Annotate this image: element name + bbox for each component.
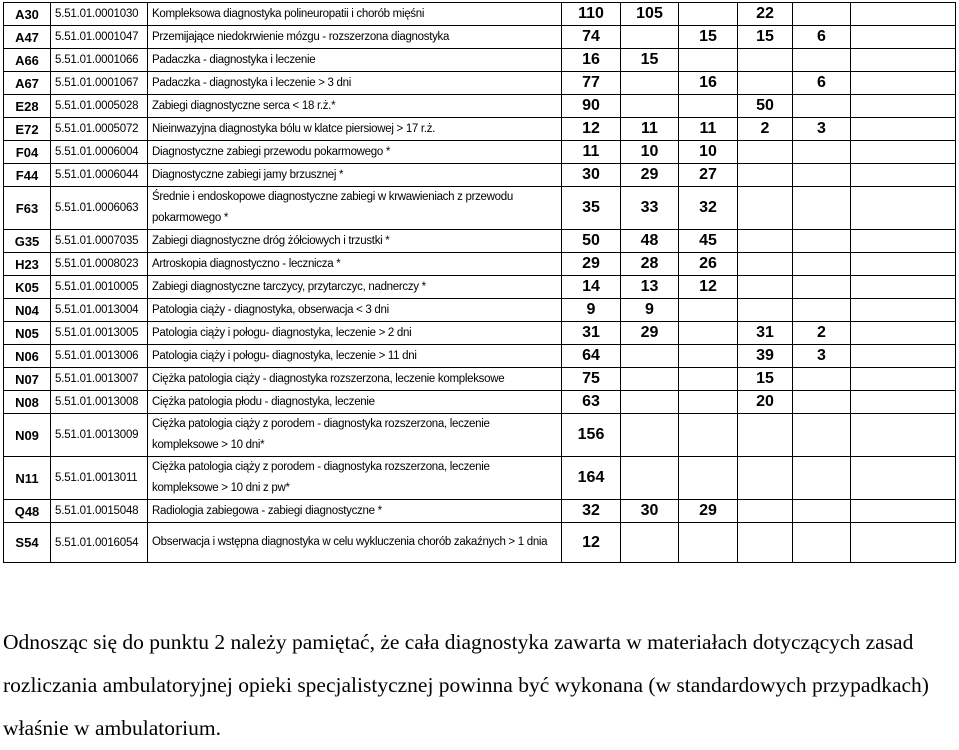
row-value-6 — [851, 49, 956, 72]
row-name: Patologia ciąży i połogu- diagnostyka, leczenie > 11 dni — [148, 345, 562, 368]
row-value-4 — [738, 187, 793, 230]
row-value-2: 10 — [621, 141, 679, 164]
row-nfz-code: 5.51.01.0013007 — [51, 368, 148, 391]
row-value-3 — [679, 322, 738, 345]
row-value-5 — [793, 391, 851, 414]
row-nfz-code: 5.51.01.0007035 — [51, 230, 148, 253]
row-value-4 — [738, 49, 793, 72]
row-value-6 — [851, 391, 956, 414]
row-code: A66 — [4, 49, 51, 72]
row-value-5: 6 — [793, 26, 851, 49]
row-value-5 — [793, 49, 851, 72]
row-value-6 — [851, 457, 956, 500]
row-value-2: 15 — [621, 49, 679, 72]
row-value-1: 32 — [562, 500, 621, 523]
row-name: Radiologia zabiegowa - zabiegi diagnostyczne * — [148, 500, 562, 523]
table-row — [4, 3, 956, 26]
row-value-3 — [679, 523, 738, 563]
row-code: F63 — [4, 187, 51, 230]
row-value-4 — [738, 253, 793, 276]
row-nfz-code: 5.51.01.0008023 — [51, 253, 148, 276]
diagnostics-table — [3, 2, 956, 563]
table-row — [4, 187, 956, 230]
row-name: Artroskopia diagnostyczno - lecznicza * — [148, 253, 562, 276]
row-value-4: 2 — [738, 118, 793, 141]
row-value-6 — [851, 230, 956, 253]
row-value-2: 9 — [621, 299, 679, 322]
row-nfz-code: 5.51.01.0013004 — [51, 299, 148, 322]
row-code: N08 — [4, 391, 51, 414]
row-name: Kompleksowa diagnostyka polineuropatii i chorób mięśni — [148, 3, 562, 26]
row-value-2: 29 — [621, 322, 679, 345]
row-value-2 — [621, 368, 679, 391]
row-value-3 — [679, 345, 738, 368]
row-value-5 — [793, 95, 851, 118]
row-value-6 — [851, 26, 956, 49]
row-value-1: 77 — [562, 72, 621, 95]
row-nfz-code: 5.51.01.0006004 — [51, 141, 148, 164]
row-value-3: 10 — [679, 141, 738, 164]
row-value-5 — [793, 253, 851, 276]
row-value-2 — [621, 72, 679, 95]
row-value-6 — [851, 322, 956, 345]
row-value-2 — [621, 26, 679, 49]
row-nfz-code: 5.51.01.0006044 — [51, 164, 148, 187]
row-value-3 — [679, 3, 738, 26]
row-value-2 — [621, 345, 679, 368]
row-value-3 — [679, 457, 738, 500]
row-value-5 — [793, 3, 851, 26]
row-nfz-code: 5.51.01.0013008 — [51, 391, 148, 414]
row-code: N06 — [4, 345, 51, 368]
row-value-1: 12 — [562, 118, 621, 141]
row-name: Obserwacja i wstępna diagnostyka w celu wykluczenia chorób zakaźnych > 1 dnia — [148, 523, 562, 563]
row-value-4: 15 — [738, 26, 793, 49]
row-value-6 — [851, 414, 956, 457]
row-value-2 — [621, 95, 679, 118]
row-value-5 — [793, 457, 851, 500]
row-value-5 — [793, 523, 851, 563]
table-row — [4, 26, 956, 49]
row-value-5 — [793, 141, 851, 164]
row-value-4 — [738, 72, 793, 95]
row-value-3: 12 — [679, 276, 738, 299]
row-nfz-code: 5.51.01.0013005 — [51, 322, 148, 345]
row-nfz-code: 5.51.01.0001066 — [51, 49, 148, 72]
table-row — [4, 345, 956, 368]
row-value-1: 29 — [562, 253, 621, 276]
row-value-3: 27 — [679, 164, 738, 187]
row-value-1: 90 — [562, 95, 621, 118]
row-value-3: 15 — [679, 26, 738, 49]
row-value-3: 16 — [679, 72, 738, 95]
row-value-4 — [738, 164, 793, 187]
row-nfz-code: 5.51.01.0001047 — [51, 26, 148, 49]
row-name: Diagnostyczne zabiegi przewodu pokarmowego * — [148, 141, 562, 164]
row-value-1: 11 — [562, 141, 621, 164]
row-value-4: 50 — [738, 95, 793, 118]
row-code: F04 — [4, 141, 51, 164]
row-code: A30 — [4, 3, 51, 26]
row-value-4: 20 — [738, 391, 793, 414]
row-value-3: 29 — [679, 500, 738, 523]
row-value-4 — [738, 141, 793, 164]
row-value-6 — [851, 500, 956, 523]
row-value-5: 2 — [793, 322, 851, 345]
row-value-1: 64 — [562, 345, 621, 368]
row-value-6 — [851, 3, 956, 26]
row-value-5 — [793, 299, 851, 322]
row-nfz-code: 5.51.01.0013006 — [51, 345, 148, 368]
row-value-5: 3 — [793, 118, 851, 141]
row-value-3 — [679, 391, 738, 414]
row-value-3: 11 — [679, 118, 738, 141]
row-value-5 — [793, 276, 851, 299]
row-value-2: 30 — [621, 500, 679, 523]
row-value-1: 75 — [562, 368, 621, 391]
table-row — [4, 299, 956, 322]
row-value-4 — [738, 500, 793, 523]
row-value-3 — [679, 414, 738, 457]
row-code: A67 — [4, 72, 51, 95]
table-row — [4, 118, 956, 141]
row-code: E28 — [4, 95, 51, 118]
row-value-4: 22 — [738, 3, 793, 26]
row-value-4: 39 — [738, 345, 793, 368]
table-row — [4, 523, 956, 563]
row-value-3 — [679, 49, 738, 72]
row-value-6 — [851, 72, 956, 95]
row-code: Q48 — [4, 500, 51, 523]
table-row — [4, 391, 956, 414]
row-nfz-code: 5.51.01.0005072 — [51, 118, 148, 141]
row-value-2 — [621, 457, 679, 500]
row-value-2: 48 — [621, 230, 679, 253]
row-value-6 — [851, 187, 956, 230]
row-value-4 — [738, 523, 793, 563]
row-value-1: 9 — [562, 299, 621, 322]
row-value-3 — [679, 95, 738, 118]
row-value-3 — [679, 299, 738, 322]
row-value-1: 110 — [562, 3, 621, 26]
table-row — [4, 164, 956, 187]
row-nfz-code: 5.51.01.0006063 — [51, 187, 148, 230]
row-value-1: 164 — [562, 457, 621, 500]
table-body — [4, 3, 956, 563]
table-row — [4, 322, 956, 345]
row-value-1: 12 — [562, 523, 621, 563]
row-name: Zabiegi diagnostyczne tarczycy, przytarczyc, nadnerczy * — [148, 276, 562, 299]
row-value-6 — [851, 345, 956, 368]
row-value-6 — [851, 368, 956, 391]
row-value-5 — [793, 230, 851, 253]
row-name: Ciężka patologia ciąży z porodem - diagnostyka rozszerzona, leczenie kompleksowe > 10 dni z pw* — [148, 457, 562, 500]
row-value-5: 3 — [793, 345, 851, 368]
row-name: Zabiegi diagnostyczne serca < 18 r.ż.* — [148, 95, 562, 118]
row-value-1: 30 — [562, 164, 621, 187]
table-row — [4, 414, 956, 457]
row-value-1: 156 — [562, 414, 621, 457]
table-row — [4, 253, 956, 276]
row-value-2: 33 — [621, 187, 679, 230]
row-value-5 — [793, 164, 851, 187]
row-code: F44 — [4, 164, 51, 187]
row-value-2: 11 — [621, 118, 679, 141]
row-code: E72 — [4, 118, 51, 141]
row-nfz-code: 5.51.01.0005028 — [51, 95, 148, 118]
table-row — [4, 500, 956, 523]
row-name: Patologia ciąży - diagnostyka, obserwacja < 3 dni — [148, 299, 562, 322]
table-row — [4, 141, 956, 164]
row-value-5 — [793, 500, 851, 523]
row-name: Ciężka patologia płodu - diagnostyka, leczenie — [148, 391, 562, 414]
row-value-3: 26 — [679, 253, 738, 276]
row-value-5 — [793, 414, 851, 457]
row-code: N04 — [4, 299, 51, 322]
row-value-2: 13 — [621, 276, 679, 299]
row-code: N05 — [4, 322, 51, 345]
row-nfz-code: 5.51.01.0010005 — [51, 276, 148, 299]
row-name: Padaczka - diagnostyka i leczenie — [148, 49, 562, 72]
row-value-1: 74 — [562, 26, 621, 49]
table-row — [4, 457, 956, 500]
table-row — [4, 49, 956, 72]
row-value-6 — [851, 141, 956, 164]
row-value-2: 28 — [621, 253, 679, 276]
row-code: S54 — [4, 523, 51, 563]
row-name: Przemijające niedokrwienie mózgu - rozszerzona diagnostyka — [148, 26, 562, 49]
row-value-4: 15 — [738, 368, 793, 391]
row-value-2: 105 — [621, 3, 679, 26]
row-nfz-code: 5.51.01.0015048 — [51, 500, 148, 523]
table-row — [4, 368, 956, 391]
row-value-1: 16 — [562, 49, 621, 72]
row-nfz-code: 5.51.01.0016054 — [51, 523, 148, 563]
row-name: Padaczka - diagnostyka i leczenie > 3 dni — [148, 72, 562, 95]
row-name: Patologia ciąży i połogu- diagnostyka, leczenie > 2 dni — [148, 322, 562, 345]
row-name: Nieinwazyjna diagnostyka bólu w klatce piersiowej > 17 r.ż. — [148, 118, 562, 141]
row-value-4: 31 — [738, 322, 793, 345]
row-code: N11 — [4, 457, 51, 500]
note-paragraph: Odnosząc się do punktu 2 należy pamiętać, że cała diagnostyka zawarta w materiałach dotyczących zasad rozliczania ambulatoryjnej opieki specjalistycznej powinna być wykonana (w standardowych przypadkach) właśnie w ambulatorium. — [3, 630, 929, 740]
row-value-6 — [851, 299, 956, 322]
row-value-4 — [738, 299, 793, 322]
row-value-6 — [851, 253, 956, 276]
row-nfz-code: 5.51.01.0013009 — [51, 414, 148, 457]
row-nfz-code: 5.51.01.0001030 — [51, 3, 148, 26]
row-value-1: 31 — [562, 322, 621, 345]
row-value-1: 35 — [562, 187, 621, 230]
row-nfz-code: 5.51.01.0001067 — [51, 72, 148, 95]
row-code: G35 — [4, 230, 51, 253]
table-row — [4, 72, 956, 95]
row-name: Ciężka patologia ciąży z porodem - diagnostyka rozszerzona, leczenie kompleksowe > 10 dni* — [148, 414, 562, 457]
row-value-4 — [738, 457, 793, 500]
row-name: Diagnostyczne zabiegi jamy brzusznej * — [148, 164, 562, 187]
row-code: K05 — [4, 276, 51, 299]
row-code: H23 — [4, 253, 51, 276]
row-code: N09 — [4, 414, 51, 457]
row-value-2 — [621, 523, 679, 563]
row-value-1: 50 — [562, 230, 621, 253]
row-value-4 — [738, 230, 793, 253]
row-value-5 — [793, 187, 851, 230]
row-value-2: 29 — [621, 164, 679, 187]
row-value-2 — [621, 414, 679, 457]
row-value-1: 63 — [562, 391, 621, 414]
row-value-6 — [851, 118, 956, 141]
row-value-6 — [851, 523, 956, 563]
row-value-5 — [793, 368, 851, 391]
row-code: A47 — [4, 26, 51, 49]
row-value-6 — [851, 95, 956, 118]
row-value-4 — [738, 276, 793, 299]
row-value-6 — [851, 276, 956, 299]
row-code: N07 — [4, 368, 51, 391]
row-value-3: 32 — [679, 187, 738, 230]
row-nfz-code: 5.51.01.0013011 — [51, 457, 148, 500]
row-value-4 — [738, 414, 793, 457]
row-value-6 — [851, 164, 956, 187]
row-name: Zabiegi diagnostyczne dróg żółciowych i trzustki * — [148, 230, 562, 253]
table-row — [4, 230, 956, 253]
row-name: Ciężka patologia ciąży - diagnostyka rozszerzona, leczenie kompleksowe — [148, 368, 562, 391]
row-name: Średnie i endoskopowe diagnostyczne zabiegi w krwawieniach z przewodu pokarmowego * — [148, 187, 562, 230]
table-row — [4, 95, 956, 118]
table-row — [4, 276, 956, 299]
row-value-3 — [679, 368, 738, 391]
row-value-1: 14 — [562, 276, 621, 299]
row-value-3: 45 — [679, 230, 738, 253]
row-value-2 — [621, 391, 679, 414]
row-value-5: 6 — [793, 72, 851, 95]
